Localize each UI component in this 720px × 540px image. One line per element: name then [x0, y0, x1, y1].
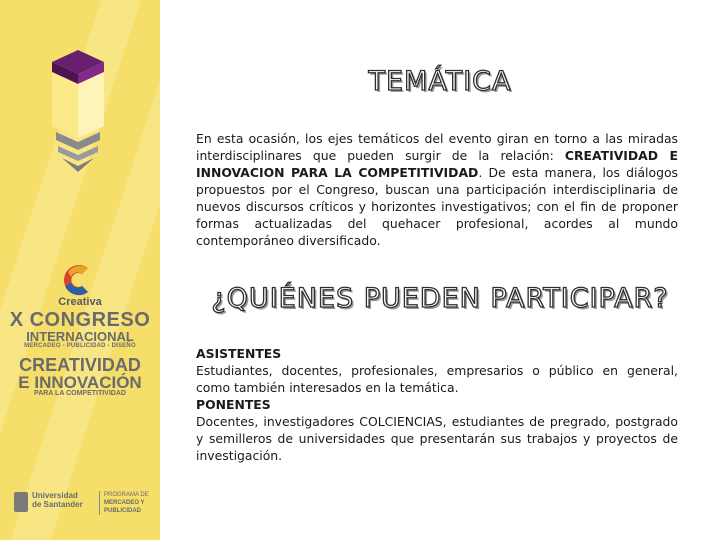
- program-line2: MERCADEO Y: [104, 500, 145, 506]
- tematica-text-a: En esta ocasión, los ejes temáticos del evento giran en torno a las miradas interdisciplinares que pueden surgir de la relación:: [196, 131, 678, 163]
- tematica-text-bold: CREATIVIDAD E INNOVACION PARA LA COMPETITIVIDAD: [196, 148, 678, 180]
- pencil-illustration: [0, 0, 160, 200]
- program-line3: PUBLICIDAD: [104, 508, 141, 514]
- ponentes-text: Docentes, investigadores COLCIENCIAS, estudiantes de pregrado, postgrado y semilleros de universidades que presentarán sus trabajos y proyectos de investigación.: [196, 414, 678, 463]
- sidebar-creatividad: CREATIVIDAD: [19, 355, 141, 375]
- participants-title: ¿QUIÉNES PUEDEN PARTICIPAR?: [211, 283, 669, 314]
- university-logo: [14, 490, 154, 518]
- asistentes-heading: ASISTENTES: [196, 346, 282, 361]
- creativa-logo-icon: [58, 262, 98, 298]
- sidebar-brand: Creativa: [58, 296, 102, 308]
- tematica-title: TEMÁTICA: [368, 66, 512, 97]
- sidebar-innovacion: E INNOVACIÓN: [18, 373, 142, 392]
- participants-block: [196, 345, 678, 464]
- ponentes-heading: PONENTES: [196, 397, 271, 412]
- sidebar-congress-title: X CONGRESO: [9, 309, 151, 331]
- university-crest-icon: [14, 492, 28, 512]
- tematica-text-b: . De esta manera, los diálogos propuestos por el Congreso, buscan una participación interdisciplinaria de nuevos discursos críticos y horizontes investigativos; con el fin de proponer formas actualizadas del quehacer profesional, acordes al mundo contemporáneo diversificado.: [196, 165, 678, 248]
- tematica-paragraph: [196, 130, 678, 249]
- program-name: [104, 491, 160, 515]
- university-name-line2: de Santander: [32, 500, 83, 509]
- university-name-line1: Universidad: [32, 491, 78, 500]
- sidebar: [0, 0, 160, 540]
- university-name: [32, 491, 102, 509]
- sidebar-para: PARA LA COMPETITIVIDAD: [34, 390, 126, 397]
- sidebar-internacional: INTERNACIONAL: [26, 329, 134, 344]
- program-line1: PROGRAMA DE: [104, 492, 149, 498]
- asistentes-text: Estudiantes, docentes, profesionales, empresarios o público en general, como también interesados en la temática.: [196, 363, 678, 395]
- university-divider: [99, 491, 100, 515]
- sidebar-subtitle: MERCADEO - PUBLICIDAD - DISEÑO: [24, 343, 136, 349]
